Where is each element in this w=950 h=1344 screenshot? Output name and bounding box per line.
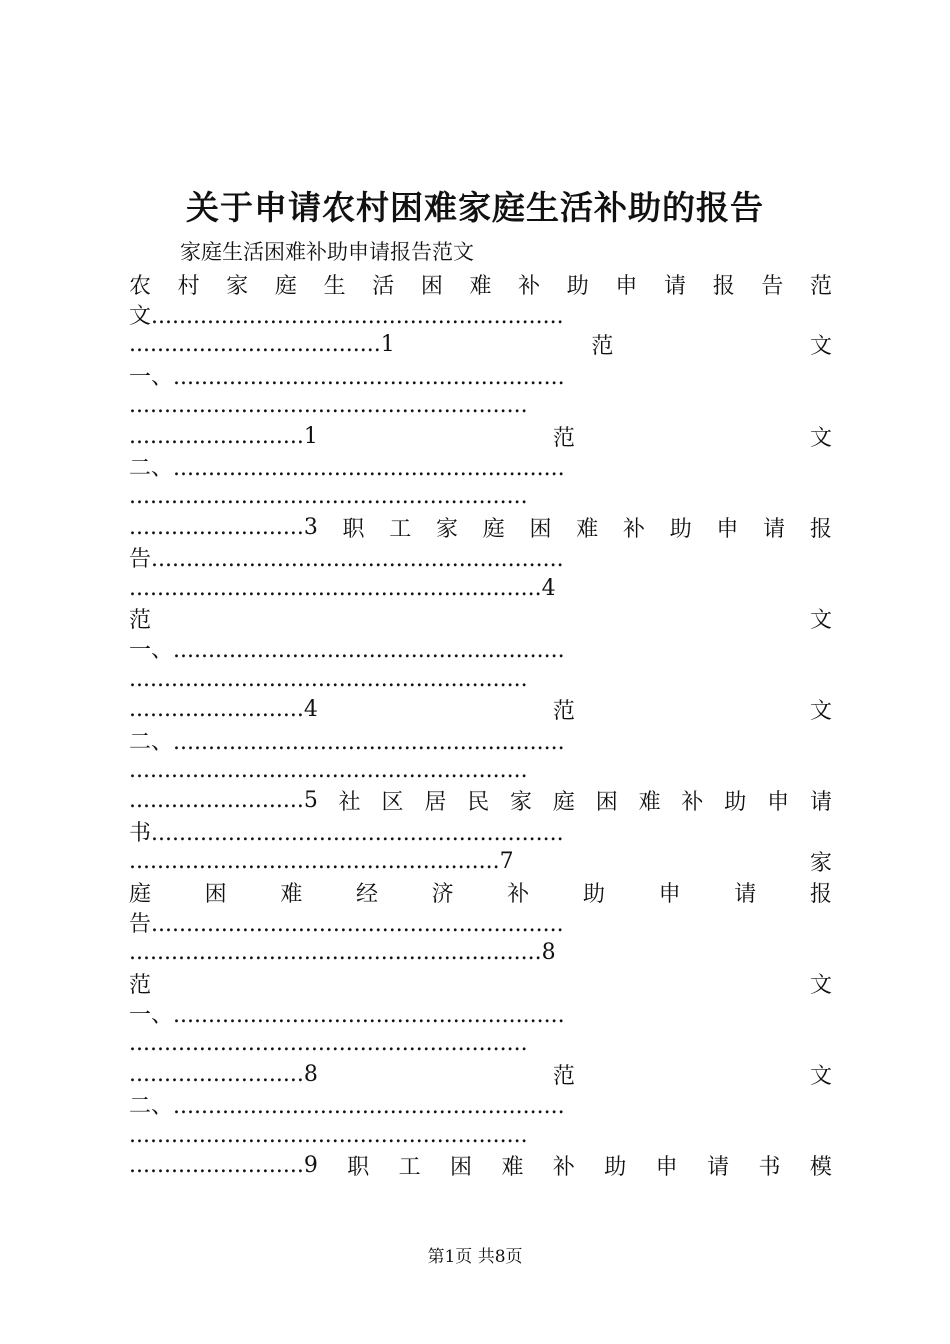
toc-line: [129, 846, 832, 876]
toc-line-text: 书: [758, 1155, 781, 1181]
toc-line: [129, 391, 832, 421]
toc-line-text: 告...........................................................: [129, 911, 564, 937]
toc-line-text: .........................5: [129, 788, 318, 814]
toc-line-text: ....................................1: [129, 332, 395, 358]
toc-line-text: .........................1: [129, 423, 318, 449]
toc-line-text: 范: [129, 972, 152, 998]
toc-line-text: 工: [398, 1155, 421, 1181]
toc-line-text: 困: [595, 790, 618, 816]
toc-line-text: 文: [809, 699, 832, 725]
toc-line-text: 助: [669, 516, 692, 542]
toc-line: [129, 816, 832, 846]
toc-line-text: 工: [389, 516, 412, 542]
toc-line: [129, 299, 832, 329]
page-footer: 第1页 共8页: [427, 1247, 523, 1267]
toc-line-text: 难: [469, 273, 492, 299]
toc-line-text: 助: [604, 1155, 627, 1181]
toc-line-text: 文: [809, 1063, 832, 1089]
toc-line-text: 请: [664, 273, 687, 299]
toc-line-text: 家: [226, 273, 249, 299]
toc-line-text: 难: [638, 790, 661, 816]
toc-line: [129, 634, 832, 664]
toc-line-text: 范: [552, 699, 575, 725]
toc-line: [129, 725, 832, 755]
toc-line-text: 二、........................................................: [129, 456, 565, 482]
toc-line-text: 区: [381, 790, 404, 816]
toc-line-text: 报: [712, 273, 735, 299]
toc-line-text: 申: [716, 516, 739, 542]
toc-line-text: .....................................................7: [129, 849, 514, 875]
toc-line-text: ...........................................................8: [129, 940, 556, 966]
toc-line-text: 申: [615, 273, 638, 299]
toc-line-text: 范: [552, 1063, 575, 1089]
document-title: 关于申请农村困难家庭生活补助的报告: [186, 188, 764, 227]
toc-line-text: 庭: [552, 790, 575, 816]
toc-line-text: 申: [655, 1155, 678, 1181]
toc-line-text: 助: [566, 273, 589, 299]
toc-line-text: 补: [552, 1155, 575, 1181]
toc-line-text: 家: [510, 790, 533, 816]
toc-line-text: 职: [347, 1155, 370, 1181]
toc-line-text: ...........................................................4: [129, 575, 556, 601]
toc-line-text: 职: [342, 516, 365, 542]
toc-line-text: 范: [552, 425, 575, 451]
toc-line-text: 困: [450, 1155, 473, 1181]
toc-line-text: 难: [576, 516, 599, 542]
toc-line-text: 文: [809, 334, 832, 360]
toc-line: [129, 998, 832, 1028]
toc-line: [129, 755, 832, 785]
toc-line: [129, 482, 832, 512]
toc-line: [129, 786, 832, 816]
toc-line-text: 生: [323, 273, 346, 299]
toc-line: [129, 694, 832, 724]
toc-line: [129, 1029, 832, 1059]
table-of-contents: [129, 269, 832, 1181]
toc-line: [129, 512, 832, 542]
toc-line-text: 困: [529, 516, 552, 542]
toc-line-text: 请: [763, 516, 786, 542]
toc-line-text: 范: [591, 334, 614, 360]
toc-line: [129, 360, 832, 390]
toc-line-text: 书...........................................................: [129, 820, 564, 846]
toc-line-text: .........................................................: [129, 1031, 528, 1057]
toc-line-text: .........................................................: [129, 1122, 528, 1148]
toc-line-text: 经: [355, 881, 378, 907]
toc-line-text: 告: [761, 273, 784, 299]
toc-line: [129, 543, 832, 573]
toc-line: [129, 573, 832, 603]
toc-line-text: .........................8: [129, 1061, 318, 1087]
toc-line: [129, 1120, 832, 1150]
toc-line-text: 庭: [129, 881, 152, 907]
toc-line-text: 助: [724, 790, 747, 816]
toc-line: [129, 451, 832, 481]
toc-line-text: 助: [582, 881, 605, 907]
toc-line-text: 家: [809, 851, 832, 877]
toc-line-text: 困: [420, 273, 443, 299]
toc-line-text: 申: [767, 790, 790, 816]
toc-line-text: 报: [809, 881, 832, 907]
toc-line-text: 社: [338, 790, 361, 816]
toc-line-text: 请: [707, 1155, 730, 1181]
toc-line-text: .........................3: [129, 514, 318, 540]
toc-line-text: 报: [809, 516, 832, 542]
toc-line-text: .........................................................: [129, 484, 528, 510]
toc-line-text: .........................................................: [129, 666, 528, 692]
toc-line-text: 文: [809, 425, 832, 451]
toc-line: [129, 603, 832, 633]
document-subtitle: 家庭生活困难补助申请报告范文: [180, 240, 474, 264]
toc-line-text: 一、........................................................: [129, 1003, 565, 1029]
toc-line-text: .........................................................: [129, 393, 528, 419]
toc-line-text: 范: [129, 608, 152, 633]
toc-line-text: 居: [424, 790, 447, 816]
toc-line-text: 申: [658, 881, 681, 907]
toc-line-text: 村: [177, 273, 200, 299]
toc-line: [129, 1150, 832, 1180]
toc-line-text: 庭: [274, 273, 297, 299]
toc-line-text: 补: [507, 881, 530, 907]
toc-line-text: 一、........................................................: [129, 638, 565, 664]
toc-line-text: 家: [436, 516, 459, 542]
toc-line-text: 二、........................................................: [129, 1094, 565, 1120]
toc-line-text: 补: [622, 516, 645, 542]
toc-line-text: 难: [501, 1155, 524, 1181]
toc-line-text: 二、........................................................: [129, 729, 565, 755]
toc-line: [129, 330, 832, 360]
toc-line: [129, 938, 832, 968]
toc-line-text: 补: [518, 273, 541, 299]
toc-line-text: 范: [809, 273, 832, 299]
toc-line: [129, 664, 832, 694]
toc-line-text: 请: [809, 790, 832, 816]
toc-line: [129, 269, 832, 299]
toc-line-text: 文: [809, 608, 832, 633]
toc-line: [129, 907, 832, 937]
toc-line-text: 难: [280, 881, 303, 907]
toc-line-text: 请: [734, 881, 757, 907]
toc-line: [129, 877, 832, 907]
toc-line-text: 济: [431, 881, 454, 907]
toc-line: [129, 421, 832, 451]
toc-line-text: .........................................................: [129, 757, 528, 783]
toc-line: [129, 968, 832, 998]
toc-line-text: 一、........................................................: [129, 364, 565, 390]
toc-line-text: 模: [809, 1155, 832, 1181]
toc-line-text: 民: [467, 790, 490, 816]
toc-line-text: .........................9: [129, 1153, 318, 1179]
toc-line-text: 农: [129, 273, 152, 299]
toc-line-text: 文...........................................................: [129, 304, 564, 330]
toc-line-text: 活: [372, 273, 395, 299]
toc-line-text: 补: [681, 790, 704, 816]
toc-line-text: 文: [809, 972, 832, 998]
toc-line-text: 庭: [482, 516, 505, 542]
toc-line-text: .........................4: [129, 697, 318, 723]
toc-line: [129, 1059, 832, 1089]
toc-line-text: 告...........................................................: [129, 547, 564, 573]
toc-line: [129, 1090, 832, 1120]
toc-line-text: 困: [204, 881, 227, 907]
